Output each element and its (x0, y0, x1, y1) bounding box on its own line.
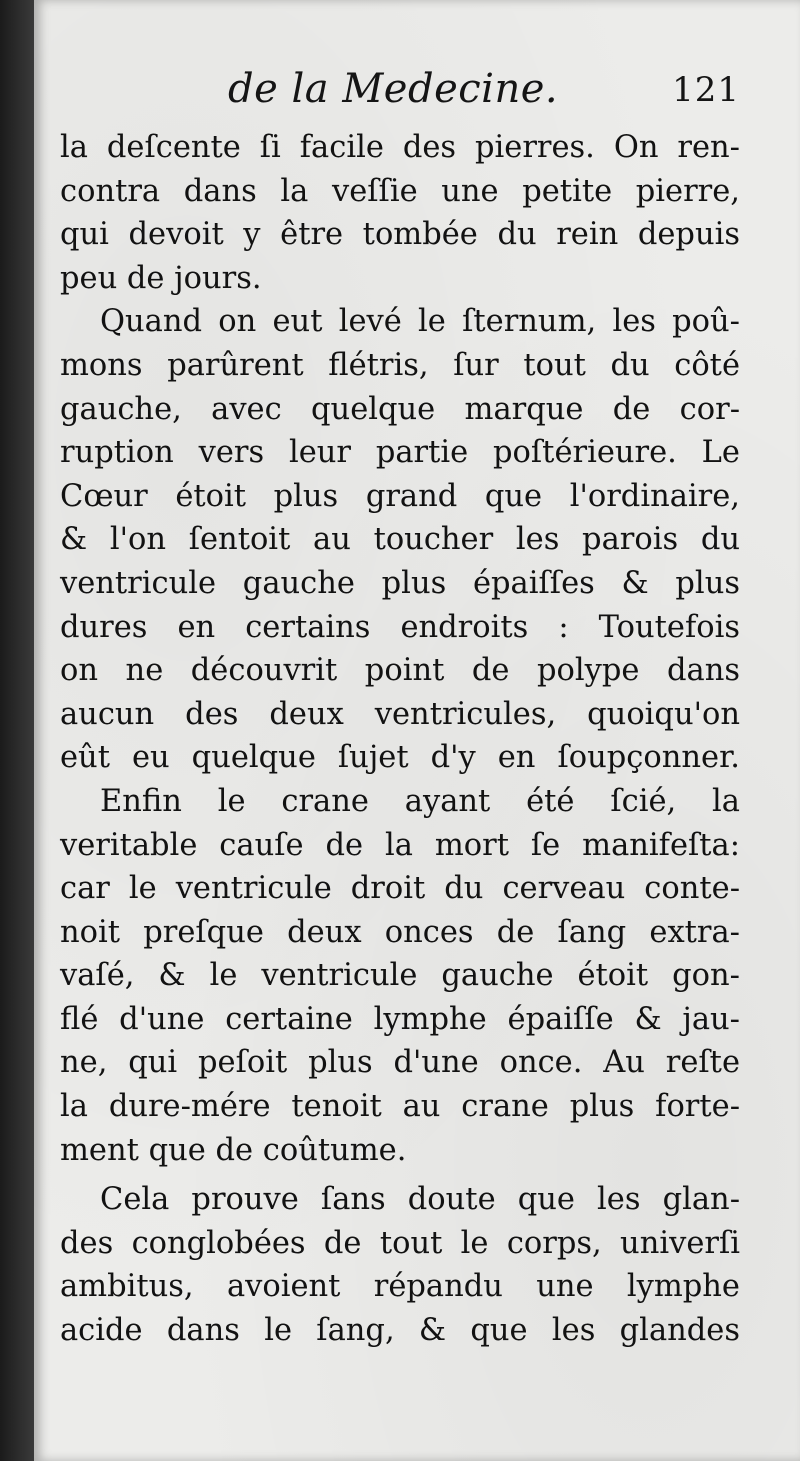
text-line: ventricule gauche plus épaiſſes & plus (60, 565, 740, 601)
text-line: qui devoit y être tombée du rein depuis (60, 217, 740, 253)
text-line: contra dans la veſſie une petite pierre, (60, 173, 740, 209)
text-line: car le ventricule droit du cerveau conte- (60, 871, 740, 907)
text-line: vaſé, & le ventricule gauche étoit gon- (60, 958, 740, 994)
text-line: la deſcente ſi facile des pierres. On ren- (60, 130, 740, 165)
text-line: eût eu quelque ſujet d'y en ſoupçonner. (60, 740, 740, 776)
text-line: ambitus, avoient répandu une lymphe (60, 1269, 740, 1305)
text-line: aucun des deux ventricules, quoiqu'on (60, 696, 740, 732)
text-line: flé d'une certaine lymphe épaiſſe & jau- (60, 1001, 740, 1037)
text-line: Cœur étoit plus grand que l'ordinaire, (60, 478, 740, 514)
page-header (60, 66, 740, 126)
text-line: & l'on ſentoit au toucher les parois du (60, 522, 740, 558)
text-line: acide dans le ſang, & que les glandes (60, 1313, 740, 1349)
text-line: Cela prouve ſans doute que les glan- (100, 1182, 740, 1218)
text-line: noit preſque deux onces de ſang extra- (60, 914, 740, 950)
page-number: 121 (672, 70, 740, 110)
text-line: mons parûrent flétris, ſur tout du côté (60, 347, 740, 383)
text-line: des conglobées de tout le corps, univerſi (60, 1225, 740, 1261)
text-line: ment que de coûtume. (60, 1132, 407, 1168)
text-line: Quand on eut levé le ſternum, les poû- (100, 304, 740, 340)
page-body (60, 126, 740, 1353)
text-line: on ne découvrit point de polype dans (60, 653, 740, 689)
text-line: la dure-mére tenoit au crane plus forte- (60, 1089, 740, 1125)
book-gutter (0, 0, 34, 1461)
text-line: gauche, avec quelque marque de cor- (60, 391, 740, 427)
text-line: ruption vers leur partie poſtérieure. Le (60, 435, 740, 471)
text-line: dures en certains endroits : Toutefois (60, 609, 740, 645)
text-line: veritable cauſe de la mort ſe manifeſta: (60, 827, 740, 863)
text-line: ne, qui peſoit plus d'une once. Au reſte (60, 1045, 740, 1081)
text-line: Enfin le crane ayant été ſcié, la (100, 783, 740, 819)
running-title: de la Medecine. (228, 66, 559, 112)
text-line: peu de jours. (60, 260, 262, 296)
